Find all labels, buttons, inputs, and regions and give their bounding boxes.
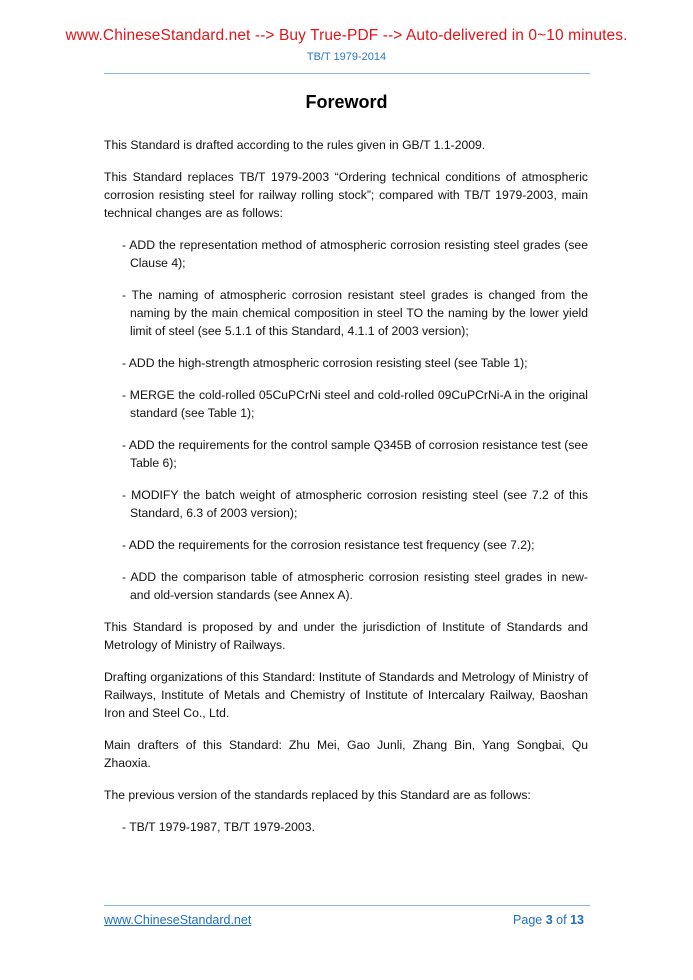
list-item: - MERGE the cold-rolled 05CuPCrNi steel and cold-rolled 09CuPCrNi-A in the original standard (see Table 1); (122, 388, 588, 420)
list-item: - ADD the comparison table of atmospheric corrosion resisting steel grades in new- and old-version standards (see Annex A). (122, 570, 588, 602)
page-current: 3 (545, 913, 553, 927)
list-item: - TB/T 1979-1987, TB/T 1979-2003. (122, 820, 315, 834)
page-of: of (556, 913, 567, 927)
paragraph-replaces: This Standard replaces TB/T 1979-2003 “Ordering technical conditions of atmospheric corrosion resisting steel for railway rolling stock”; compared with TB/T 1979-2003, main technical changes are as follows: (104, 170, 588, 220)
list-item: - ADD the requirements for the control sample Q345B of corrosion resistance test (see Table 6); (122, 438, 588, 470)
paragraph-previous-versions: The previous version of the standards replaced by this Standard are as follows: (104, 788, 531, 802)
page-title: Foreword (305, 92, 388, 112)
promo-banner-link[interactable]: www.ChineseStandard.net --> Buy True-PDF --> Auto-delivered in 0~10 minutes. (65, 27, 628, 44)
previous-versions-list (104, 818, 588, 836)
paragraph-drafting-rules: This Standard is drafted according to the rules given in GB/T 1.1-2009. (104, 138, 486, 152)
paragraph-jurisdiction: This Standard is proposed by and under the jurisdiction of Institute of Standards and Metrology of Ministry of Railways. (104, 620, 588, 652)
list-item: - ADD the requirements for the corrosion resistance test frequency (see 7.2); (122, 538, 535, 552)
footer-divider (104, 905, 590, 906)
list-item: - The naming of atmospheric corrosion resistant steel grades is changed from the naming by the main chemical composition in steel TO the naming by the lower yield limit of steel (see 5.1.1 of this Standard, 4.1.1 of 2003 version); (122, 288, 588, 338)
standard-code: TB/T 1979-2014 (306, 51, 387, 63)
page-total: 13 (570, 913, 584, 927)
list-item: - ADD the high-strength atmospheric corrosion resisting steel (see Table 1); (122, 356, 528, 370)
header-divider (104, 73, 590, 74)
page-number (513, 913, 584, 927)
list-item: - ADD the representation method of atmospheric corrosion resisting steel grades (see Clause 4); (122, 238, 588, 270)
document-body (104, 136, 588, 850)
paragraph-drafting-organizations: Drafting organizations of this Standard: Institute of Standards and Metrology of Ministry of Railways, Institute of Metals and Chemistry of Institute of Intercalary Railway, Baoshan Iron and Steel Co., Ltd. (104, 670, 588, 720)
paragraph-main-drafters: Main drafters of this Standard: Zhu Mei, Gao Junli, Zhang Bin, Yang Songbai, Qu Zhaoxia. (104, 738, 588, 770)
list-item: - MODIFY the batch weight of atmospheric corrosion resisting steel (see 7.2 of this Standard, 6.3 of 2003 version); (122, 488, 588, 520)
page-prefix: Page (513, 913, 543, 927)
changes-list (104, 236, 588, 604)
footer-website-link[interactable]: www.ChineseStandard.net (104, 913, 252, 927)
